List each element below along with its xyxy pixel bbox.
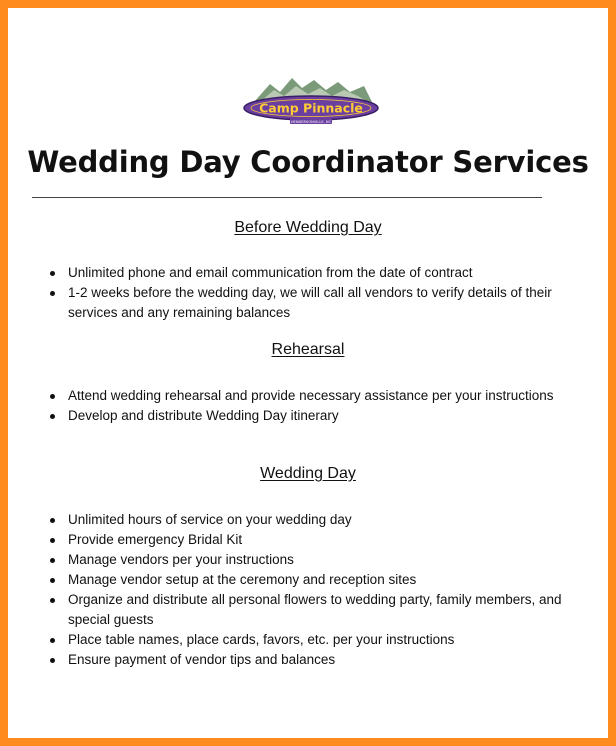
- list-item: Ensure payment of vendor tips and balances: [48, 650, 588, 670]
- list-item: Unlimited phone and email communication from the date of contract: [48, 263, 588, 283]
- wedding-day-list: [48, 510, 588, 670]
- list-item: Manage vendor setup at the ceremony and reception sites: [48, 570, 588, 590]
- list-item: Manage vendors per your instructions: [48, 550, 588, 570]
- list-item: Provide emergency Bridal Kit: [48, 530, 588, 550]
- camp-pinnacle-logo: [240, 72, 382, 130]
- page-title: Wedding Day Coordinator Services: [27, 145, 589, 179]
- section-heading-wedding-day: Wedding Day: [260, 465, 356, 482]
- list-item: 1-2 weeks before the wedding day, we will call all vendors to verify details of their services and any remaining balances: [48, 283, 588, 323]
- title-divider: [32, 197, 542, 198]
- list-item: Develop and distribute Wedding Day itinerary: [48, 406, 588, 426]
- rehearsal-list: [48, 386, 588, 426]
- section-heading-before-wedding-day: Before Wedding Day: [234, 219, 382, 236]
- logo-text: Camp Pinnacle: [259, 100, 363, 116]
- logo-subtext: HENDERSONVILLE, NC: [290, 120, 332, 124]
- section-heading-rehearsal: Rehearsal: [271, 341, 345, 358]
- document-page: [8, 8, 608, 738]
- list-item: Place table names, place cards, favors, etc. per your instructions: [48, 630, 588, 650]
- list-item: Organize and distribute all personal flowers to wedding party, family members, and special guests: [48, 590, 588, 630]
- list-item: Attend wedding rehearsal and provide necessary assistance per your instructions: [48, 386, 588, 406]
- list-item: Unlimited hours of service on your wedding day: [48, 510, 588, 530]
- before-wedding-day-list: [48, 263, 588, 323]
